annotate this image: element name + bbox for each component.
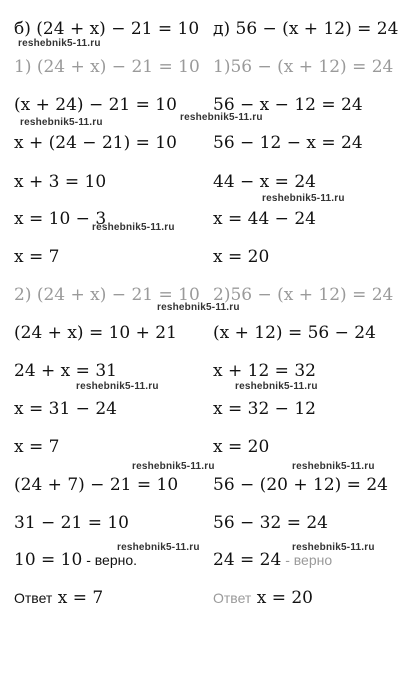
watermark: reshebnik5-11.ru: [235, 381, 318, 392]
watermark: reshebnik5-11.ru: [132, 461, 215, 472]
answer-right-value: x = 20: [251, 588, 314, 608]
equation-right: (x + 12) = 56 − 24: [213, 323, 376, 343]
watermark: reshebnik5-11.ru: [292, 461, 375, 472]
equation-left: x = 7: [14, 437, 60, 457]
watermark: reshebnik5-11.ru: [180, 112, 263, 123]
equation-right: x = 20: [213, 247, 270, 267]
equation-right: x = 20: [213, 437, 270, 457]
check-left: [14, 550, 137, 570]
equation-left: б) (24 + x) − 21 = 10: [14, 19, 200, 39]
equation-left: x + 3 = 10: [14, 172, 107, 192]
equation-right: 56 − x − 12 = 24: [213, 95, 363, 115]
watermark: reshebnik5-11.ru: [18, 38, 101, 49]
equation-left: x = 7: [14, 247, 60, 267]
equation-left: (24 + x) = 10 + 21: [14, 323, 177, 343]
watermark: reshebnik5-11.ru: [157, 302, 240, 313]
answer-left-value: x = 7: [52, 588, 104, 608]
equation-left: x = 31 − 24: [14, 399, 117, 419]
watermark: reshebnik5-11.ru: [76, 381, 159, 392]
equation-right: 2)56 − (x + 12) = 24: [213, 285, 394, 305]
equation-right: д) 56 − (x + 12) = 24: [213, 19, 399, 39]
equation-right: x = 32 − 12: [213, 399, 316, 419]
check-right-word: - верно: [281, 552, 333, 568]
answer-left-label: Ответ: [14, 590, 53, 606]
watermark: reshebnik5-11.ru: [117, 542, 200, 553]
equation-left: x = 10 − 3: [14, 209, 107, 229]
watermark: reshebnik5-11.ru: [292, 542, 375, 553]
equation-left: (x + 24) − 21 = 10: [14, 95, 177, 115]
equation-right: 56 − 32 = 24: [213, 513, 328, 533]
equation-left: 2) (24 + x) − 21 = 10: [14, 285, 200, 305]
watermark: reshebnik5-11.ru: [262, 193, 345, 204]
answer-left: [14, 588, 103, 608]
watermark: reshebnik5-11.ru: [92, 222, 175, 233]
answer-right-label: Ответ: [213, 590, 252, 606]
equation-right: 56 − (20 + 12) = 24: [213, 475, 388, 495]
equation-left: (24 + 7) − 21 = 10: [14, 475, 179, 495]
equation-right: 44 − x = 24: [213, 172, 316, 192]
watermark: reshebnik5-11.ru: [20, 117, 103, 128]
answer-right: [213, 588, 313, 608]
check-right: [213, 550, 332, 570]
equation-right: 56 − 12 − x = 24: [213, 133, 363, 153]
equation-right: x + 12 = 32: [213, 361, 316, 381]
equation-right: x = 44 − 24: [213, 209, 316, 229]
equation-left: x + (24 − 21) = 10: [14, 133, 177, 153]
check-right-equation: 24 = 24: [213, 550, 282, 570]
equation-right: 1)56 − (x + 12) = 24: [213, 57, 394, 77]
equation-left: 31 − 21 = 10: [14, 513, 129, 533]
check-left-word: - верно.: [82, 552, 138, 568]
check-left-equation: 10 = 10: [14, 550, 83, 570]
equation-left: 24 + x = 31: [14, 361, 117, 381]
equation-left: 1) (24 + x) − 21 = 10: [14, 57, 200, 77]
